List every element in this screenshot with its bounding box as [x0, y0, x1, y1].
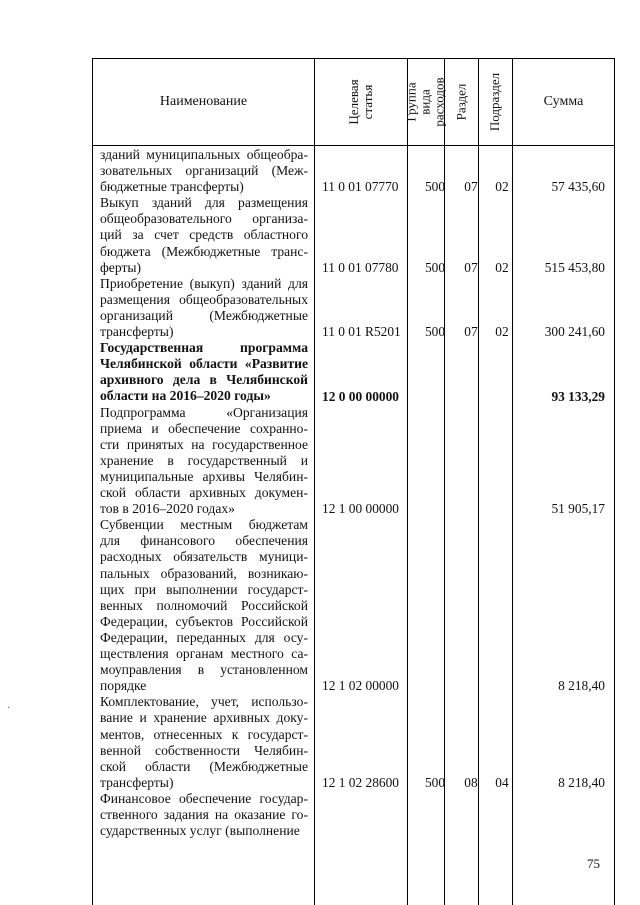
row-name-line: ской области архивных докумен-	[100, 485, 308, 501]
header-subsection: Подраздел	[487, 72, 503, 132]
row-name-line: зовательных организаций (Меж-	[100, 163, 308, 179]
row-name-line: моуправления в установленном	[100, 662, 308, 678]
row-code: 12 1 02 00000	[322, 678, 399, 694]
row-name-line: общеобразовательного организа-	[100, 211, 308, 227]
header-name: Наименование	[159, 94, 248, 109]
row-name-line: ментов, отнесенных к государст-	[100, 726, 308, 742]
row-group: 500	[424, 259, 446, 275]
budget-table	[92, 58, 615, 905]
row-name-line: муниципальные архивы Челябин-	[100, 468, 308, 484]
header-divider	[93, 145, 614, 146]
row-sum: 8 218,40	[558, 774, 605, 790]
row-name-line: расходных обязательств муници-	[100, 549, 308, 565]
row-name-line: хранение в государственный и	[100, 452, 308, 468]
row-name-line: венной собственности Челябин-	[100, 742, 308, 758]
row-sum: 300 241,60	[544, 324, 605, 340]
row-subsection: 04	[495, 774, 509, 790]
row-name-line: ственного задания на оказание го-	[100, 807, 308, 823]
row-group: 500	[424, 324, 446, 340]
col-divider	[314, 59, 315, 905]
row-section: 07	[464, 259, 478, 275]
row-name-line: трансферты)	[100, 774, 174, 790]
row-name	[100, 340, 308, 404]
row-code: 11 0 01 07780	[322, 259, 399, 275]
row-name	[100, 694, 308, 791]
row-name	[100, 147, 308, 195]
row-code: 12 1 00 00000	[322, 501, 399, 517]
row-name-line: порядке	[100, 678, 147, 694]
row-name-line: венных полномочий Российской	[100, 597, 308, 613]
row-name-line: тов в 2016–2020 годах»	[100, 501, 235, 517]
row-sum: 93 133,29	[551, 388, 605, 404]
row-name-line: Комплектование, учет, использо-	[100, 694, 308, 710]
row-code: 11 0 01 07770	[322, 179, 399, 195]
row-name-line: Государственная программа	[100, 340, 308, 356]
row-sum: 57 435,60	[551, 179, 605, 195]
row-name	[100, 195, 308, 275]
row-group: 500	[424, 179, 446, 195]
row-name-line: трансферты)	[100, 324, 174, 340]
header-sum: Сумма	[543, 94, 584, 109]
row-code: 12 1 02 28600	[322, 774, 399, 790]
row-name-line: Приобретение (выкуп) зданий для	[100, 275, 308, 291]
row-name-line: сударственных услуг (выполнение	[100, 823, 300, 839]
row-name-line: ций за счет средств областного	[100, 227, 308, 243]
col-divider	[407, 59, 408, 905]
row-name-line: Федерации, субъектов Российской	[100, 613, 308, 629]
row-name-line: приема и обеспечение сохранно-	[100, 420, 308, 436]
row-name-line: Выкуп зданий для размещения	[100, 195, 308, 211]
row-name-line: Челябинской области «Развитие	[100, 356, 308, 372]
row-name-line: бюджета (Межбюджетные транс-	[100, 243, 308, 259]
row-section: 08	[464, 774, 478, 790]
row-name-line: для финансового обеспечения	[100, 533, 308, 549]
page-number: 75	[587, 856, 600, 871]
margin-mark: ·	[7, 703, 11, 714]
row-name-line: зданий муниципальных общеобра-	[100, 147, 308, 162]
row-subsection: 02	[495, 259, 509, 275]
row-name-line: Подпрограмма «Организация	[100, 404, 308, 420]
row-name-line: ществления органам местного са-	[100, 646, 308, 662]
row-sum: 51 905,17	[551, 501, 605, 517]
row-sum: 8 218,40	[558, 678, 605, 694]
row-name-line: архивного дела в Челябинской	[100, 372, 308, 388]
row-code: 12 0 00 00000	[322, 388, 399, 404]
row-name-line: Федерации, переданных для осу-	[100, 629, 308, 645]
row-subsection: 02	[495, 179, 509, 195]
row-section: 07	[464, 324, 478, 340]
row-name-line: пальных образований, возникаю-	[100, 565, 308, 581]
row-name-line: бюджетные трансферты)	[100, 179, 244, 195]
header-expense-group: Группа вида расходов	[403, 77, 447, 127]
row-subsection: 02	[495, 324, 509, 340]
row-name	[100, 276, 308, 340]
header-target-article: Целевая статья	[345, 79, 375, 125]
row-name-line: размещения общеобразовательных	[100, 291, 308, 307]
row-sum: 515 453,80	[544, 259, 605, 275]
row-name	[100, 791, 308, 839]
row-name-line: области на 2016–2020 годы»	[100, 388, 271, 404]
row-name	[100, 405, 308, 518]
row-name	[100, 517, 308, 694]
row-name-line: сти принятых на государственное	[100, 436, 308, 452]
row-group: 500	[424, 774, 446, 790]
row-code: 11 0 01 R5201	[322, 324, 401, 340]
row-name-line: ской области (Межбюджетные	[100, 758, 308, 774]
row-name-line: организаций (Межбюджетные	[100, 307, 308, 323]
row-name-line: щих при выполнении государст-	[100, 581, 308, 597]
row-name-line: Субвенции местным бюджетам	[100, 517, 308, 533]
row-section: 07	[464, 179, 478, 195]
row-name-line: ферты)	[100, 259, 142, 275]
row-name-line: Финансовое обеспечение государ-	[100, 791, 308, 806]
row-name-line: вание и хранение архивных доку-	[100, 710, 308, 726]
header-section: Раздел	[453, 83, 468, 121]
